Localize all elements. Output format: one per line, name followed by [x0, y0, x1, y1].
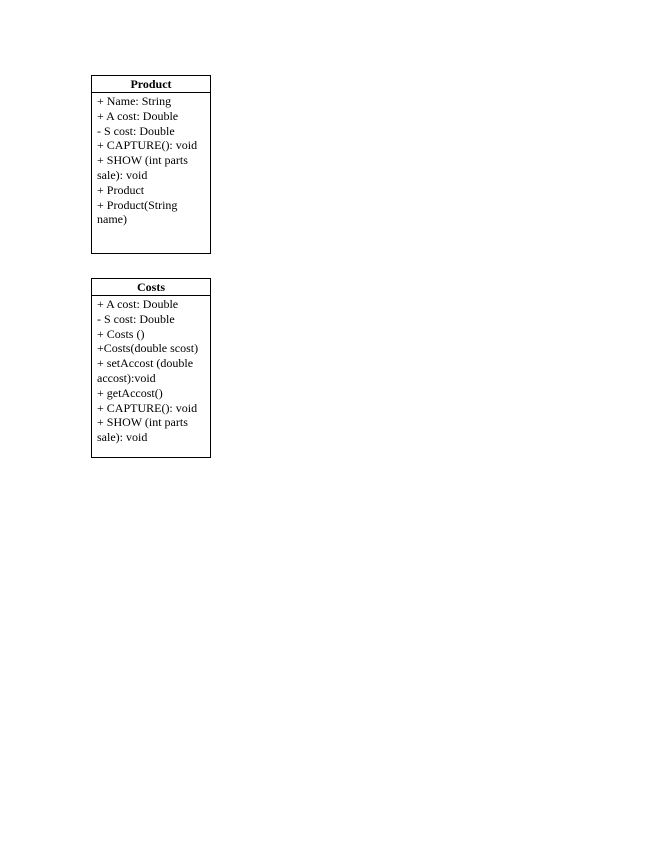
member-list: [92, 296, 210, 445]
member-item: - S cost: Double: [97, 123, 175, 138]
class-name: Costs: [92, 279, 210, 296]
member-item: + A cost: Double: [97, 297, 179, 311]
class-box-costs: [91, 278, 211, 458]
member-list: [92, 93, 210, 227]
member-item: + CAPTURE(): void: [97, 400, 198, 415]
class-name: Product: [92, 76, 210, 93]
member-item: + A cost: Double: [97, 108, 179, 123]
member-item: + Product: [97, 182, 145, 197]
member-item: +Costs(double scost): [97, 341, 199, 356]
member-item: + SHOW (int parts sale): void: [97, 153, 188, 182]
member-item: + SHOW (int parts sale): void: [97, 415, 188, 445]
member-item: + Costs (): [97, 326, 145, 341]
member-item: + getAccost(): [97, 385, 163, 400]
class-box-product: [91, 75, 211, 254]
member-item: + Name: String: [97, 94, 172, 108]
member-item: + CAPTURE(): void: [97, 138, 198, 153]
member-item: + setAccost (double accost):void: [97, 356, 194, 385]
member-item: - S cost: Double: [97, 311, 175, 326]
member-item: + Product(String name): [97, 197, 178, 227]
